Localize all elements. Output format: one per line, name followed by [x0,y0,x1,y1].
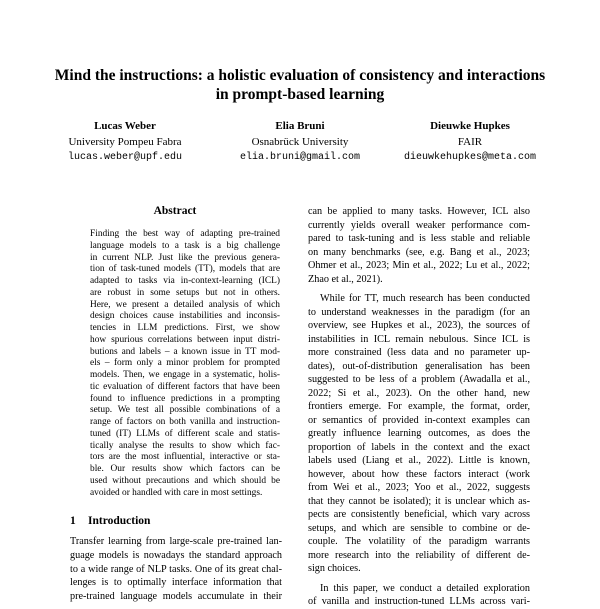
author-email[interactable]: elia.bruni@gmail.com [239,152,361,163]
author-3 [385,119,555,166]
author-2 [215,119,385,166]
body-line: Ohmer et al., 2023; Min et al., 2022; Lu et al., 2022; [308,260,530,271]
body-line: instabilities in ICL remain nebulous. Since ICL is [308,333,530,345]
abstract-line: how spurious correlations between input distri- [90,334,280,345]
abstract-line: tors are the most influential, interactive or sta- [90,452,280,463]
abstract-heading: Abstract [153,205,197,217]
intro-line: guage models is nowadays the standard approach [70,549,282,561]
introduction-body [70,535,282,604]
body-line: more research into the reliability of different de- [308,549,530,561]
abstract-line: used without precautions and which should be [90,475,280,486]
abstract-line: found to influence predictions in a prompting [90,393,280,404]
body-line: dates), out-of-distribution generalisation has been [308,360,530,372]
body-line: sign choices. [308,563,361,574]
body-line: pects are consistently beneficial, which vary across [308,509,530,520]
abstract-line: els – form only a minor problem for prompted [90,358,280,369]
body-line: Zhao et al., 2021). [308,273,383,285]
section-heading-introduction [70,515,150,527]
author-1 [40,119,210,166]
abstract-line: Here, we present a detailed analysis of which [90,299,280,310]
abstract-line: tencies in LLM predictions. First, we show [90,323,280,333]
body-line: of vanilla and instruction-tuned LLMs across vari- [308,596,530,607]
body-line: setups, and which are sensible to combine or de- [308,522,530,534]
body-line: can be applied to many tasks. However, ICL also [308,206,530,217]
left-column [70,205,280,499]
paper-title [40,66,560,104]
author-email[interactable]: dieuwkehupkes@meta.com [403,152,537,163]
author-name: Elia Bruni [275,120,325,132]
author-affiliation: Osnabrück University [251,135,349,148]
abstract-line: Finding the best way of adapting pre-trained [90,229,280,239]
abstract-line: design choices cause instabilities and inconsis- [90,311,280,322]
abstract-line: tuned (IT) LLMs of different scale and statis- [90,428,280,439]
paragraph-2 [308,292,530,576]
abstract-line: range of factors on both vanilla and instruction- [90,417,280,427]
abstract-line: avoided or handled with care in most settings. [90,487,263,498]
body-line: that they cannot be isolated); it is unclear which as- [308,495,530,507]
title-line-1: Mind the instructions: a holistic evaluation of consistency and interactions [54,67,546,84]
body-line: proportion of labels in the context and the exact [308,441,530,453]
body-line: overview, see Hupkes et al., 2023), the sources of [308,320,530,331]
author-email[interactable]: lucas.weber@upf.edu [67,152,183,163]
body-line: more constrained (less data and no parameter up- [308,347,530,358]
section-title: Introduction [88,515,151,527]
body-line: While for TT, much research has been conducted [320,293,530,304]
intro-line: pre-trained language models accumulate in their [70,591,282,603]
abstract-line: are robust in some setups but not in others. [90,287,280,298]
title-line-2: in prompt-based learning [215,86,385,103]
abstract-line: models. Then, we engage in a systematic, holis- [90,370,280,380]
author-block [30,119,570,169]
intro-line: Transfer learning from large-scale pre-trained lan- [70,536,282,547]
body-line: In this paper, we conduct a detailed exploration [320,582,530,594]
section-number: 1 [70,515,76,527]
abstract-body [90,229,280,499]
abstract-line: in current NLP. Just like the previous genera- [90,252,280,263]
body-line: suggested to be less of a problem (Awadalla et al., [308,374,530,385]
paragraph-1 [308,205,530,286]
body-line: greatly influence learning outcomes, as does the [308,428,530,439]
author-name: Lucas Weber [94,120,156,132]
body-line: from Wei et al., 2023; Yoo et al., 2022, suggests [308,482,530,493]
body-line: to understand weaknesses in the paradigm (for an [308,306,530,318]
body-line: couple. The volatility of the paradigm warrants [308,536,530,547]
body-line: or semantics of provided in-context examples can [308,414,530,426]
body-line: however, about how these factors interact (work [308,468,530,480]
abstract-line: butions and labels – a known issue in TT mod- [90,346,280,357]
body-line: currently yields overall weaker performance com- [308,219,530,231]
abstract-line: language models to a task is a big challenge [90,240,280,251]
right-column [308,205,530,609]
author-affiliation: FAIR [457,135,483,148]
body-line: labels used (Liang et al., 2022). Little is known, [308,455,530,466]
abstract-line: setup. We test all possible combinations of a [90,405,280,416]
body-line: 2022; Si et al., 2023). On the other hand, new [308,387,530,399]
abstract-line: adapted to tasks via in-context-learning (ICL) [90,276,280,286]
author-affiliation: University Pompeu Fabra [68,135,182,148]
intro-line: lenges is to optimally interface information that [70,577,282,589]
body-line: on many benchmarks (see, e.g. Bang et al., 2023; [308,246,530,258]
author-name: Dieuwke Hupkes [430,120,510,132]
abstract-line: tically analyse the results to show which fac- [90,440,280,451]
paragraph-3 [308,582,530,609]
intro-line: to a wide range of NLP tasks. One of its great chal- [70,563,282,575]
body-line: frontiers emerge. For example, the format, order, [308,401,530,412]
body-line: pared to task-tuning and is less stable and reliable [308,233,530,244]
abstract-line: tic evaluation of different factors that have been [90,381,280,392]
abstract-line: ble. Our results show which factors can be [90,464,280,474]
abstract-line: tion of task-tuned models (TT), models that are [90,264,280,275]
